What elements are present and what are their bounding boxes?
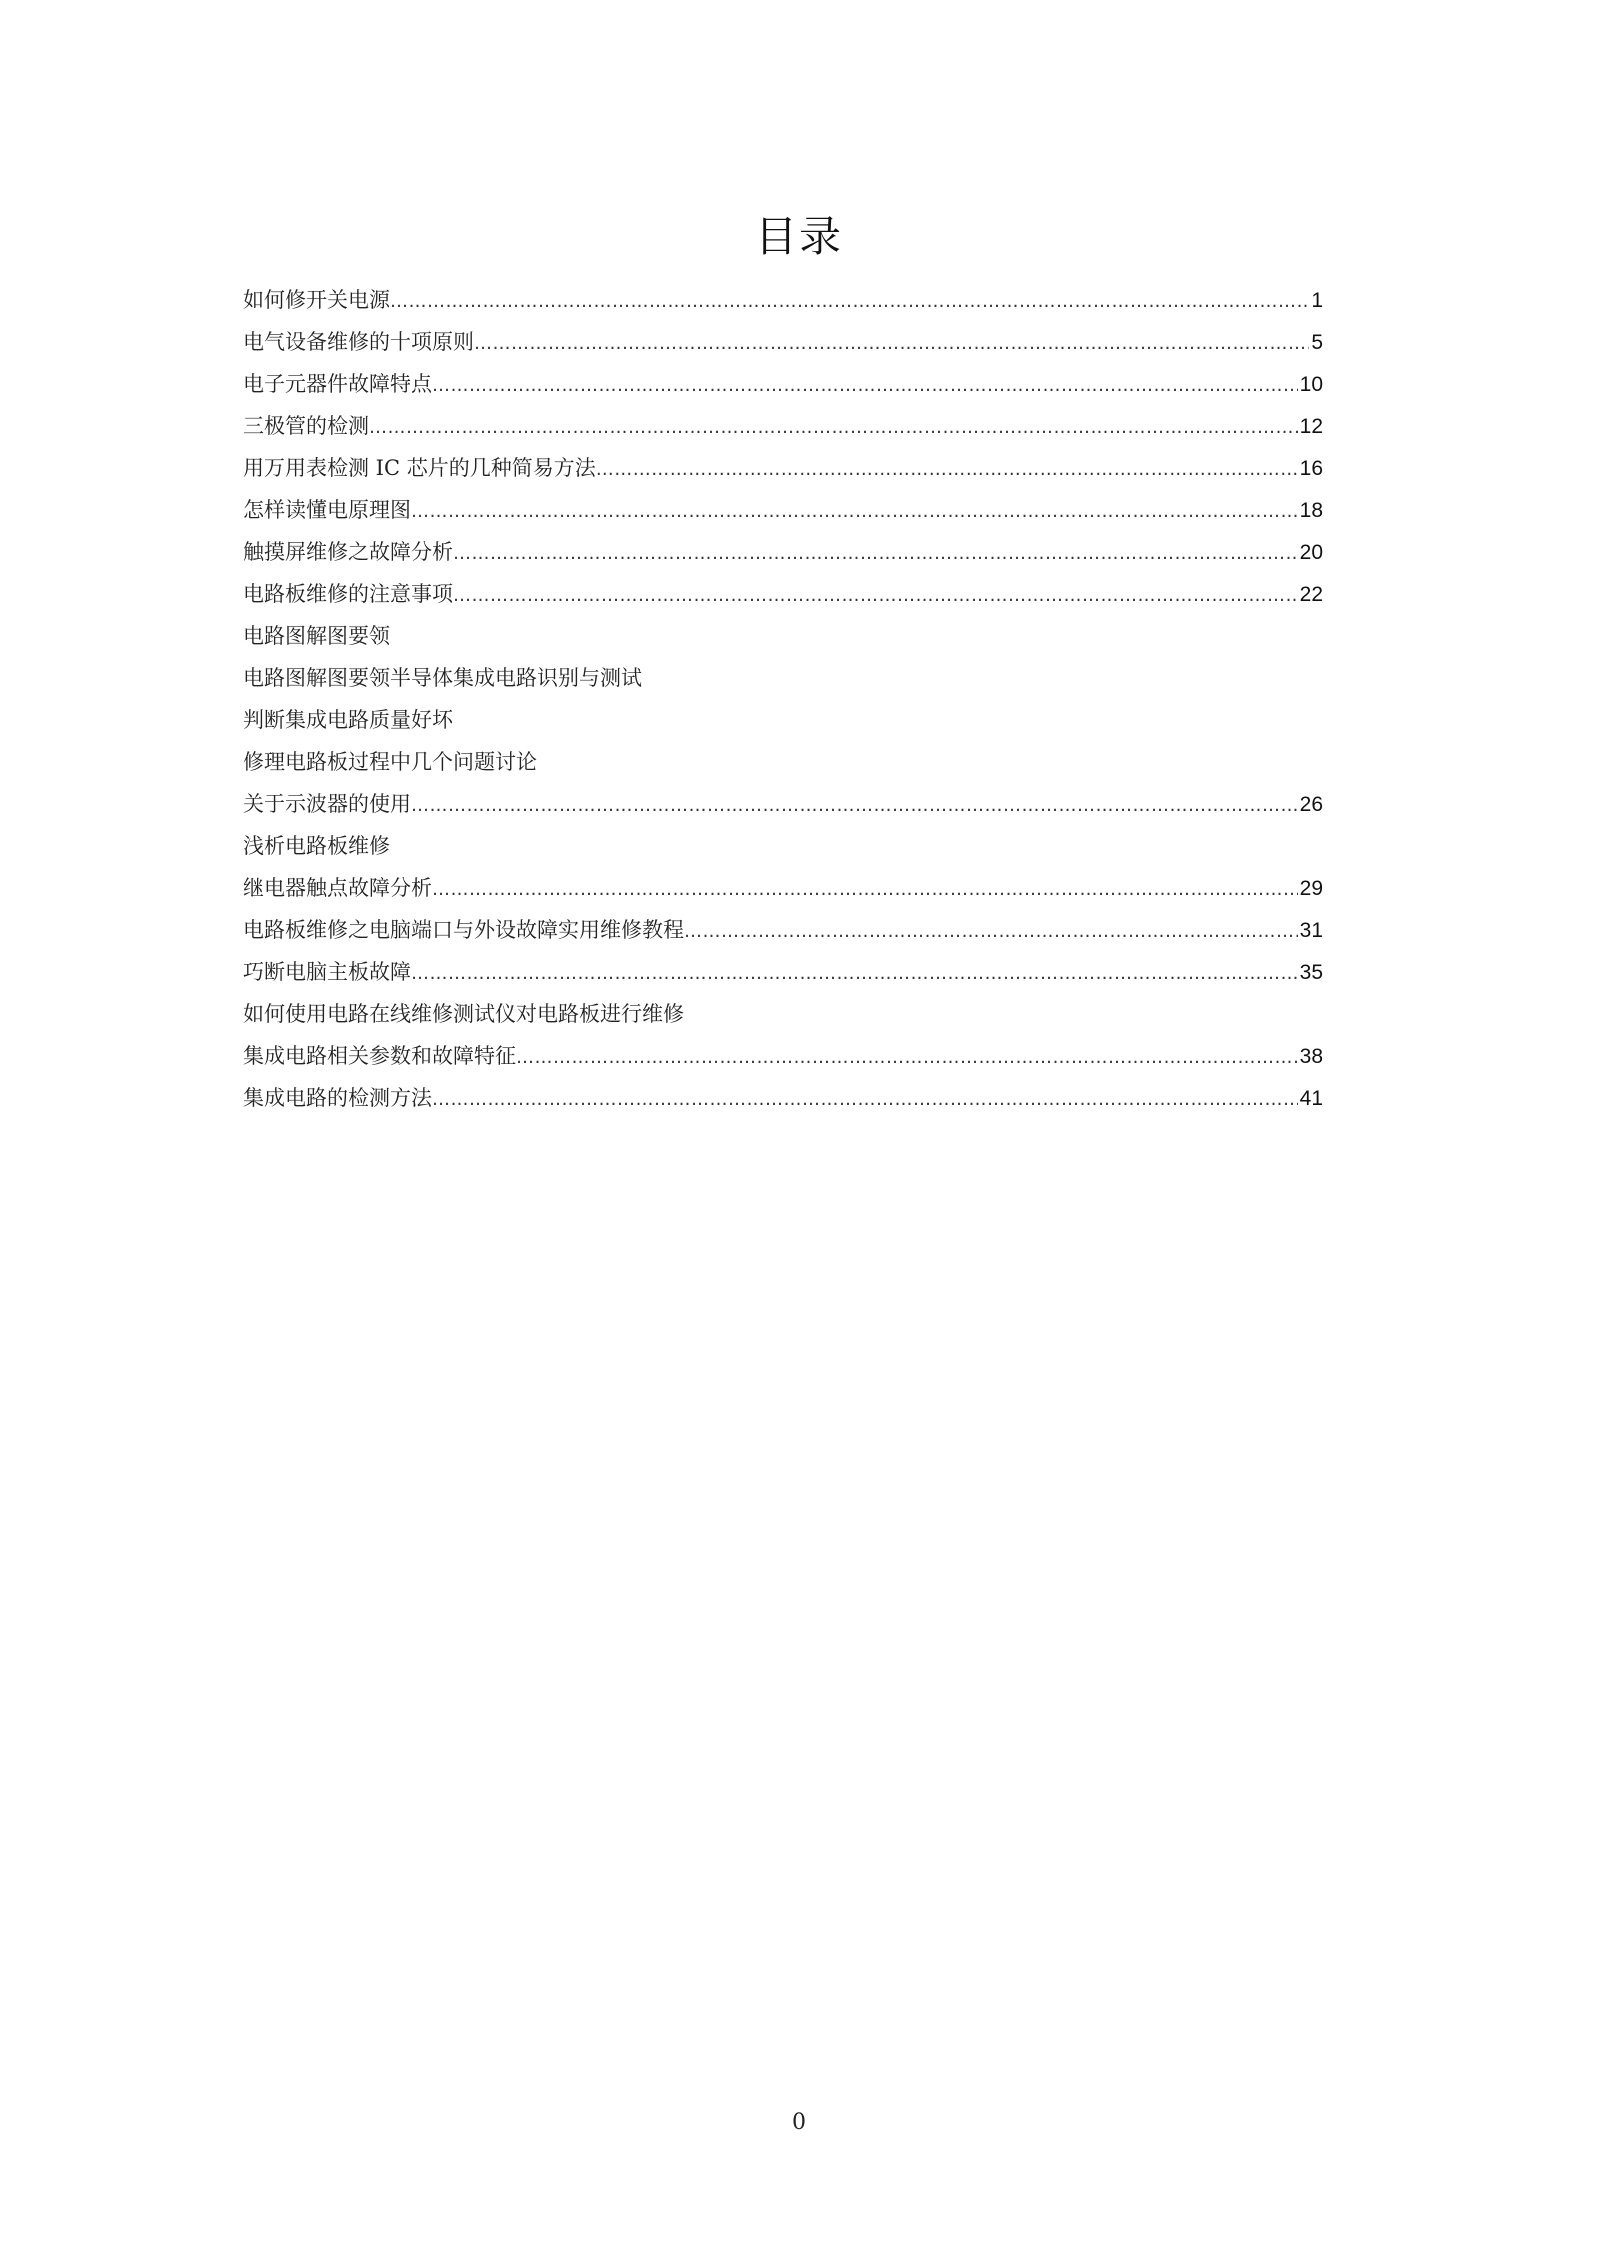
toc-entry[interactable] <box>243 703 1323 745</box>
toc-entry-page: 16 <box>1299 457 1323 480</box>
toc-entry[interactable] <box>243 787 1323 829</box>
toc-entry-label: 继电器触点故障分析 <box>243 876 432 900</box>
toc-entry[interactable] <box>243 955 1323 997</box>
toc-leader-dots <box>516 1041 1298 1075</box>
toc-entry-page: 26 <box>1299 793 1323 816</box>
toc-entry-label: 电路板维修之电脑端口与外设故障实用维修教程 <box>243 918 684 942</box>
toc-leader-dots <box>474 327 1309 361</box>
toc-entry-label: 如何使用电路在线维修测试仪对电路板进行维修 <box>243 1002 684 1026</box>
toc-entry-label: 电子元器件故障特点 <box>243 372 432 396</box>
toc-entry[interactable] <box>243 283 1323 325</box>
toc-entry-page: 12 <box>1299 415 1323 438</box>
toc-entry-label: 判断集成电路质量好坏 <box>243 708 453 732</box>
toc-entry-page: 38 <box>1299 1045 1323 1068</box>
toc-entry[interactable] <box>243 997 1323 1039</box>
toc-entry[interactable] <box>243 745 1323 787</box>
toc-entry-label: 修理电路板过程中几个问题讨论 <box>243 750 537 774</box>
toc-entry-page: 10 <box>1299 373 1323 396</box>
toc-leader-dots <box>684 915 1298 949</box>
toc-entry-label: 如何修开关电源 <box>243 288 390 312</box>
toc-leader-dots <box>411 495 1298 529</box>
toc-entry-page: 18 <box>1299 499 1323 522</box>
toc-entry-page: 41 <box>1299 1087 1323 1110</box>
toc-leader-dots <box>596 453 1298 487</box>
toc-leader-dots <box>432 1083 1298 1117</box>
toc-entry-page: 22 <box>1299 583 1323 606</box>
toc-entry[interactable] <box>243 493 1323 535</box>
toc-entry[interactable] <box>243 451 1323 493</box>
toc-entry[interactable] <box>243 325 1323 367</box>
toc-entry-label: 电路板维修的注意事项 <box>243 582 453 606</box>
toc-leader-dots <box>432 873 1298 907</box>
toc-entry-label: 电路图解图要领 <box>243 624 390 648</box>
toc-entry[interactable] <box>243 871 1323 913</box>
toc-entry[interactable] <box>243 829 1323 871</box>
toc-title: 目录 <box>754 212 843 261</box>
toc-entry[interactable] <box>243 535 1323 577</box>
toc-entry[interactable] <box>243 619 1323 661</box>
toc-entry-label: 怎样读懂电原理图 <box>243 498 411 522</box>
toc-leader-dots <box>411 957 1298 991</box>
toc-leader-dots <box>453 537 1298 571</box>
toc-entry-label: 浅析电路板维修 <box>243 834 390 858</box>
toc-leader-dots <box>369 411 1298 445</box>
toc-leader-dots <box>453 579 1298 613</box>
toc-entry[interactable] <box>243 913 1323 955</box>
toc-entry-page: 35 <box>1299 961 1323 984</box>
toc-entry-page: 1 <box>1311 289 1323 312</box>
toc-entry-label: 用万用表检测 IC 芯片的几种简易方法 <box>243 456 596 480</box>
toc-entry[interactable] <box>243 1081 1323 1123</box>
toc-entry[interactable] <box>243 367 1323 409</box>
toc-entry-page: 20 <box>1299 541 1323 564</box>
toc-entry-label: 电路图解图要领半导体集成电路识别与测试 <box>243 666 642 690</box>
toc-entry-label: 巧断电脑主板故障 <box>243 960 411 984</box>
toc-entry-label: 集成电路的检测方法 <box>243 1086 432 1110</box>
toc-entry-label: 三极管的检测 <box>243 414 369 438</box>
toc-entry[interactable] <box>243 409 1323 451</box>
toc-leader-dots <box>432 369 1298 403</box>
toc-entry[interactable] <box>243 1039 1323 1081</box>
toc-entry-label: 关于示波器的使用 <box>243 792 411 816</box>
toc-entry-page: 31 <box>1299 919 1323 942</box>
toc-entry[interactable] <box>243 661 1323 703</box>
toc-entry-label: 触摸屏维修之故障分析 <box>243 540 453 564</box>
page-number: 0 <box>792 2110 806 2135</box>
toc-entry-label: 电气设备维修的十项原则 <box>243 330 474 354</box>
toc-entry-page: 5 <box>1311 331 1323 354</box>
toc-entry-page: 29 <box>1299 877 1323 900</box>
toc-entry-label: 集成电路相关参数和故障特征 <box>243 1044 516 1068</box>
toc-leader-dots <box>411 789 1298 823</box>
toc-entry[interactable] <box>243 577 1323 619</box>
toc-leader-dots <box>390 285 1309 319</box>
table-of-contents <box>243 283 1323 1123</box>
